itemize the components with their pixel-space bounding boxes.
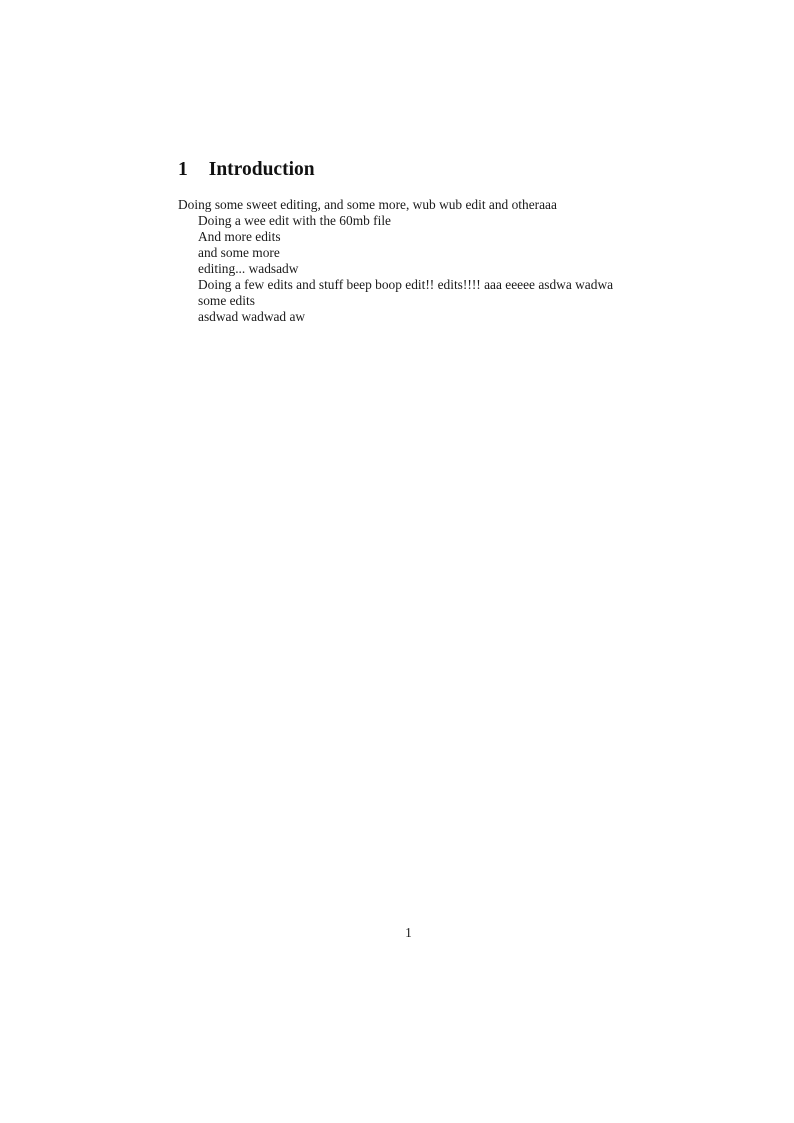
paragraph: Doing a wee edit with the 60mb file [198,213,392,228]
section-heading [178,160,639,180]
paragraph: some edits [198,293,255,308]
body-text [178,197,639,325]
page-number: 1 [405,925,412,940]
section-title: Introduction [208,159,315,180]
section-number: 1 [178,159,188,180]
paragraph: Doing some sweet editing, and some more, wub wub edit and otheraaa [178,197,557,212]
paragraph: editing... wadsadw [198,261,299,276]
paragraph: And more edits [198,229,281,244]
paragraph: asdwad wadwad aw [198,309,306,324]
paragraph: and some more [198,245,280,260]
paragraph: Doing a few edits and stuff beep boop edit!! edits!!!! aaa eeeee asdwa wadwa [198,277,614,292]
text-block [178,160,639,325]
